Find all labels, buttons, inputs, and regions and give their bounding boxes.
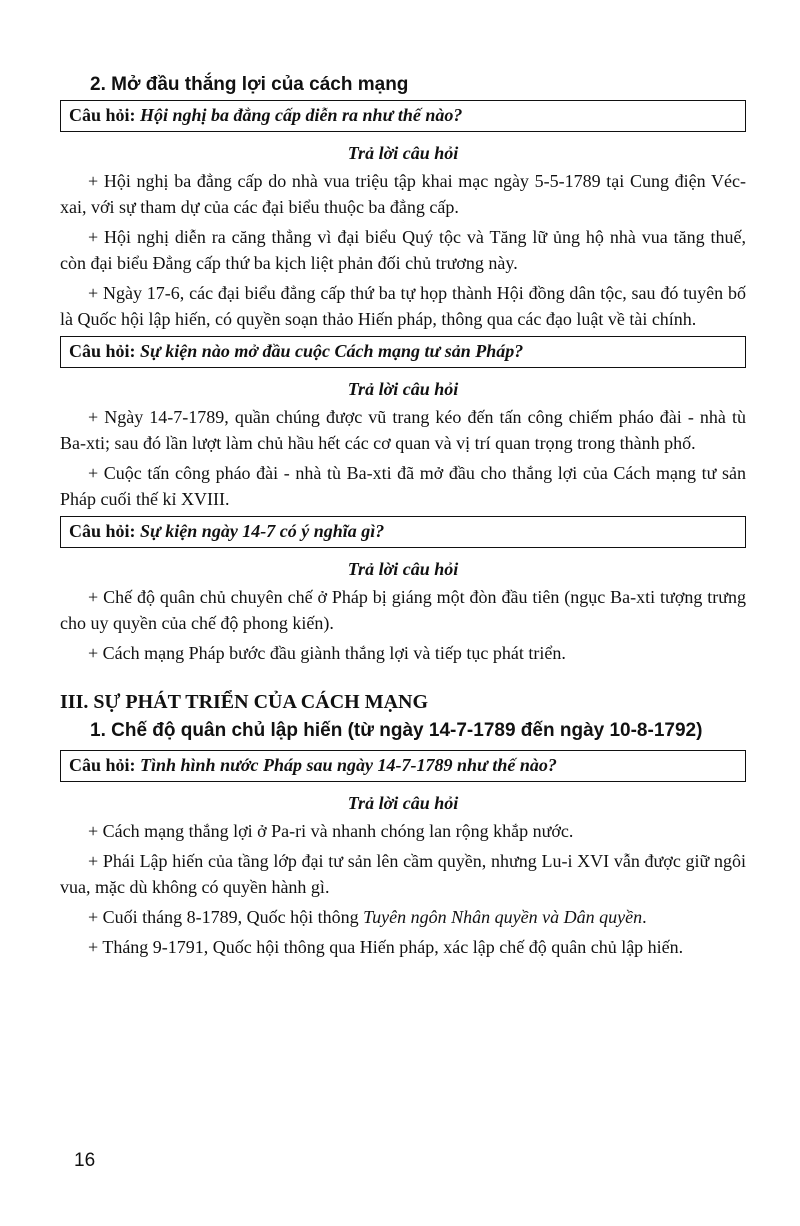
question-label: Câu hỏi: (69, 521, 136, 541)
answer-paragraph: + Ngày 17-6, các đại biểu đẳng cấp thứ ba tự họp thành Hội đồng dân tộc, sau đó tuyên bố là Quốc hội lập hiến, có quyền soạn thảo Hiến pháp, thông qua các đạo luật về tài chính. (60, 283, 746, 329)
answer-title: Trả lời câu hỏi (347, 143, 459, 163)
page-content (60, 72, 746, 964)
question-box-july-14-meaning (60, 516, 746, 548)
declaration-title: Tuyên ngôn Nhân quyền và Dân quyền (363, 907, 643, 927)
answer-title: Trả lời câu hỏi (347, 379, 459, 399)
answer-paragraph: + Cách mạng Pháp bước đầu giành thắng lợi và tiếp tục phát triển. (88, 643, 566, 663)
answer-paragraph: + Cách mạng thắng lợi ở Pa-ri và nhanh chóng lan rộng khắp nước. (88, 821, 574, 841)
answer-paragraph: + Cuộc tấn công pháo đài - nhà tù Ba-xti đã mở đầu cho thắng lợi của Cách mạng tư sản Pháp cuối thế kỉ XVIII. (60, 463, 746, 509)
answer-paragraph-declaration (60, 904, 746, 930)
answer-paragraph: + Tháng 9-1791, Quốc hội thông qua Hiến pháp, xác lập chế độ quân chủ lập hiến. (88, 937, 684, 957)
question-label: Câu hỏi: (69, 755, 136, 775)
question-box-estates-general (60, 100, 746, 132)
paragraph-text: . (642, 907, 647, 927)
heading-opening-victory: 2. Mở đầu thắng lợi của cách mạng (90, 74, 409, 95)
question-box-revolution-start (60, 336, 746, 368)
question-label: Câu hỏi: (69, 341, 136, 361)
question-text: Tình hình nước Pháp sau ngày 14-7-1789 như thế nào? (140, 755, 557, 775)
answer-title: Trả lời câu hỏi (347, 559, 459, 579)
question-label: Câu hỏi: (69, 105, 136, 125)
answer-paragraph: + Hội nghị diễn ra căng thẳng vì đại biểu Quý tộc và Tăng lữ ủng hộ nhà vua tăng thuế, còn đại biểu Đẳng cấp thứ ba kịch liệt phản đối chủ trương này. (60, 227, 746, 273)
heading-constitutional-monarchy: 1. Chế độ quân chủ lập hiến (từ ngày 14-7-1789 đến ngày 10-8-1792) (90, 720, 703, 741)
question-text: Hội nghị ba đẳng cấp diễn ra như thế nào? (140, 105, 463, 125)
question-text: Sự kiện ngày 14-7 có ý nghĩa gì? (140, 521, 385, 541)
paragraph-text: + Cuối tháng 8-1789, Quốc hội thông (88, 907, 364, 927)
section-heading-development: III. SỰ PHÁT TRIỂN CỦA CÁCH MẠNG (60, 691, 429, 713)
answer-paragraph: + Phái Lập hiến của tầng lớp đại tư sản lên cầm quyền, nhưng Lu-i XVI vẫn được giữ ngôi vua, mặc dù không có quyền hành gì. (60, 851, 746, 897)
answer-title: Trả lời câu hỏi (347, 793, 459, 813)
answer-paragraph: + Hội nghị ba đẳng cấp do nhà vua triệu tập khai mạc ngày 5-5-1789 tại Cung điện Véc-xai, với sự tham dự của các đại biểu thuộc ba đẳng cấp. (60, 171, 746, 217)
question-text: Sự kiện nào mở đầu cuộc Cách mạng tư sản Pháp? (140, 341, 524, 361)
page-number: 16 (74, 1150, 96, 1171)
question-box-france-after-july-14 (60, 750, 746, 782)
answer-paragraph: + Ngày 14-7-1789, quần chúng được vũ trang kéo đến tấn công chiếm pháo đài - nhà tù Ba-xti; sau đó lần lượt làm chủ hầu hết các cơ quan và vị trí quan trọng trong thành phố. (60, 407, 746, 453)
answer-paragraph: + Chế độ quân chủ chuyên chế ở Pháp bị giáng một đòn đầu tiên (ngục Ba-xti tượng trưng cho uy quyền của chế độ phong kiến). (60, 587, 746, 633)
